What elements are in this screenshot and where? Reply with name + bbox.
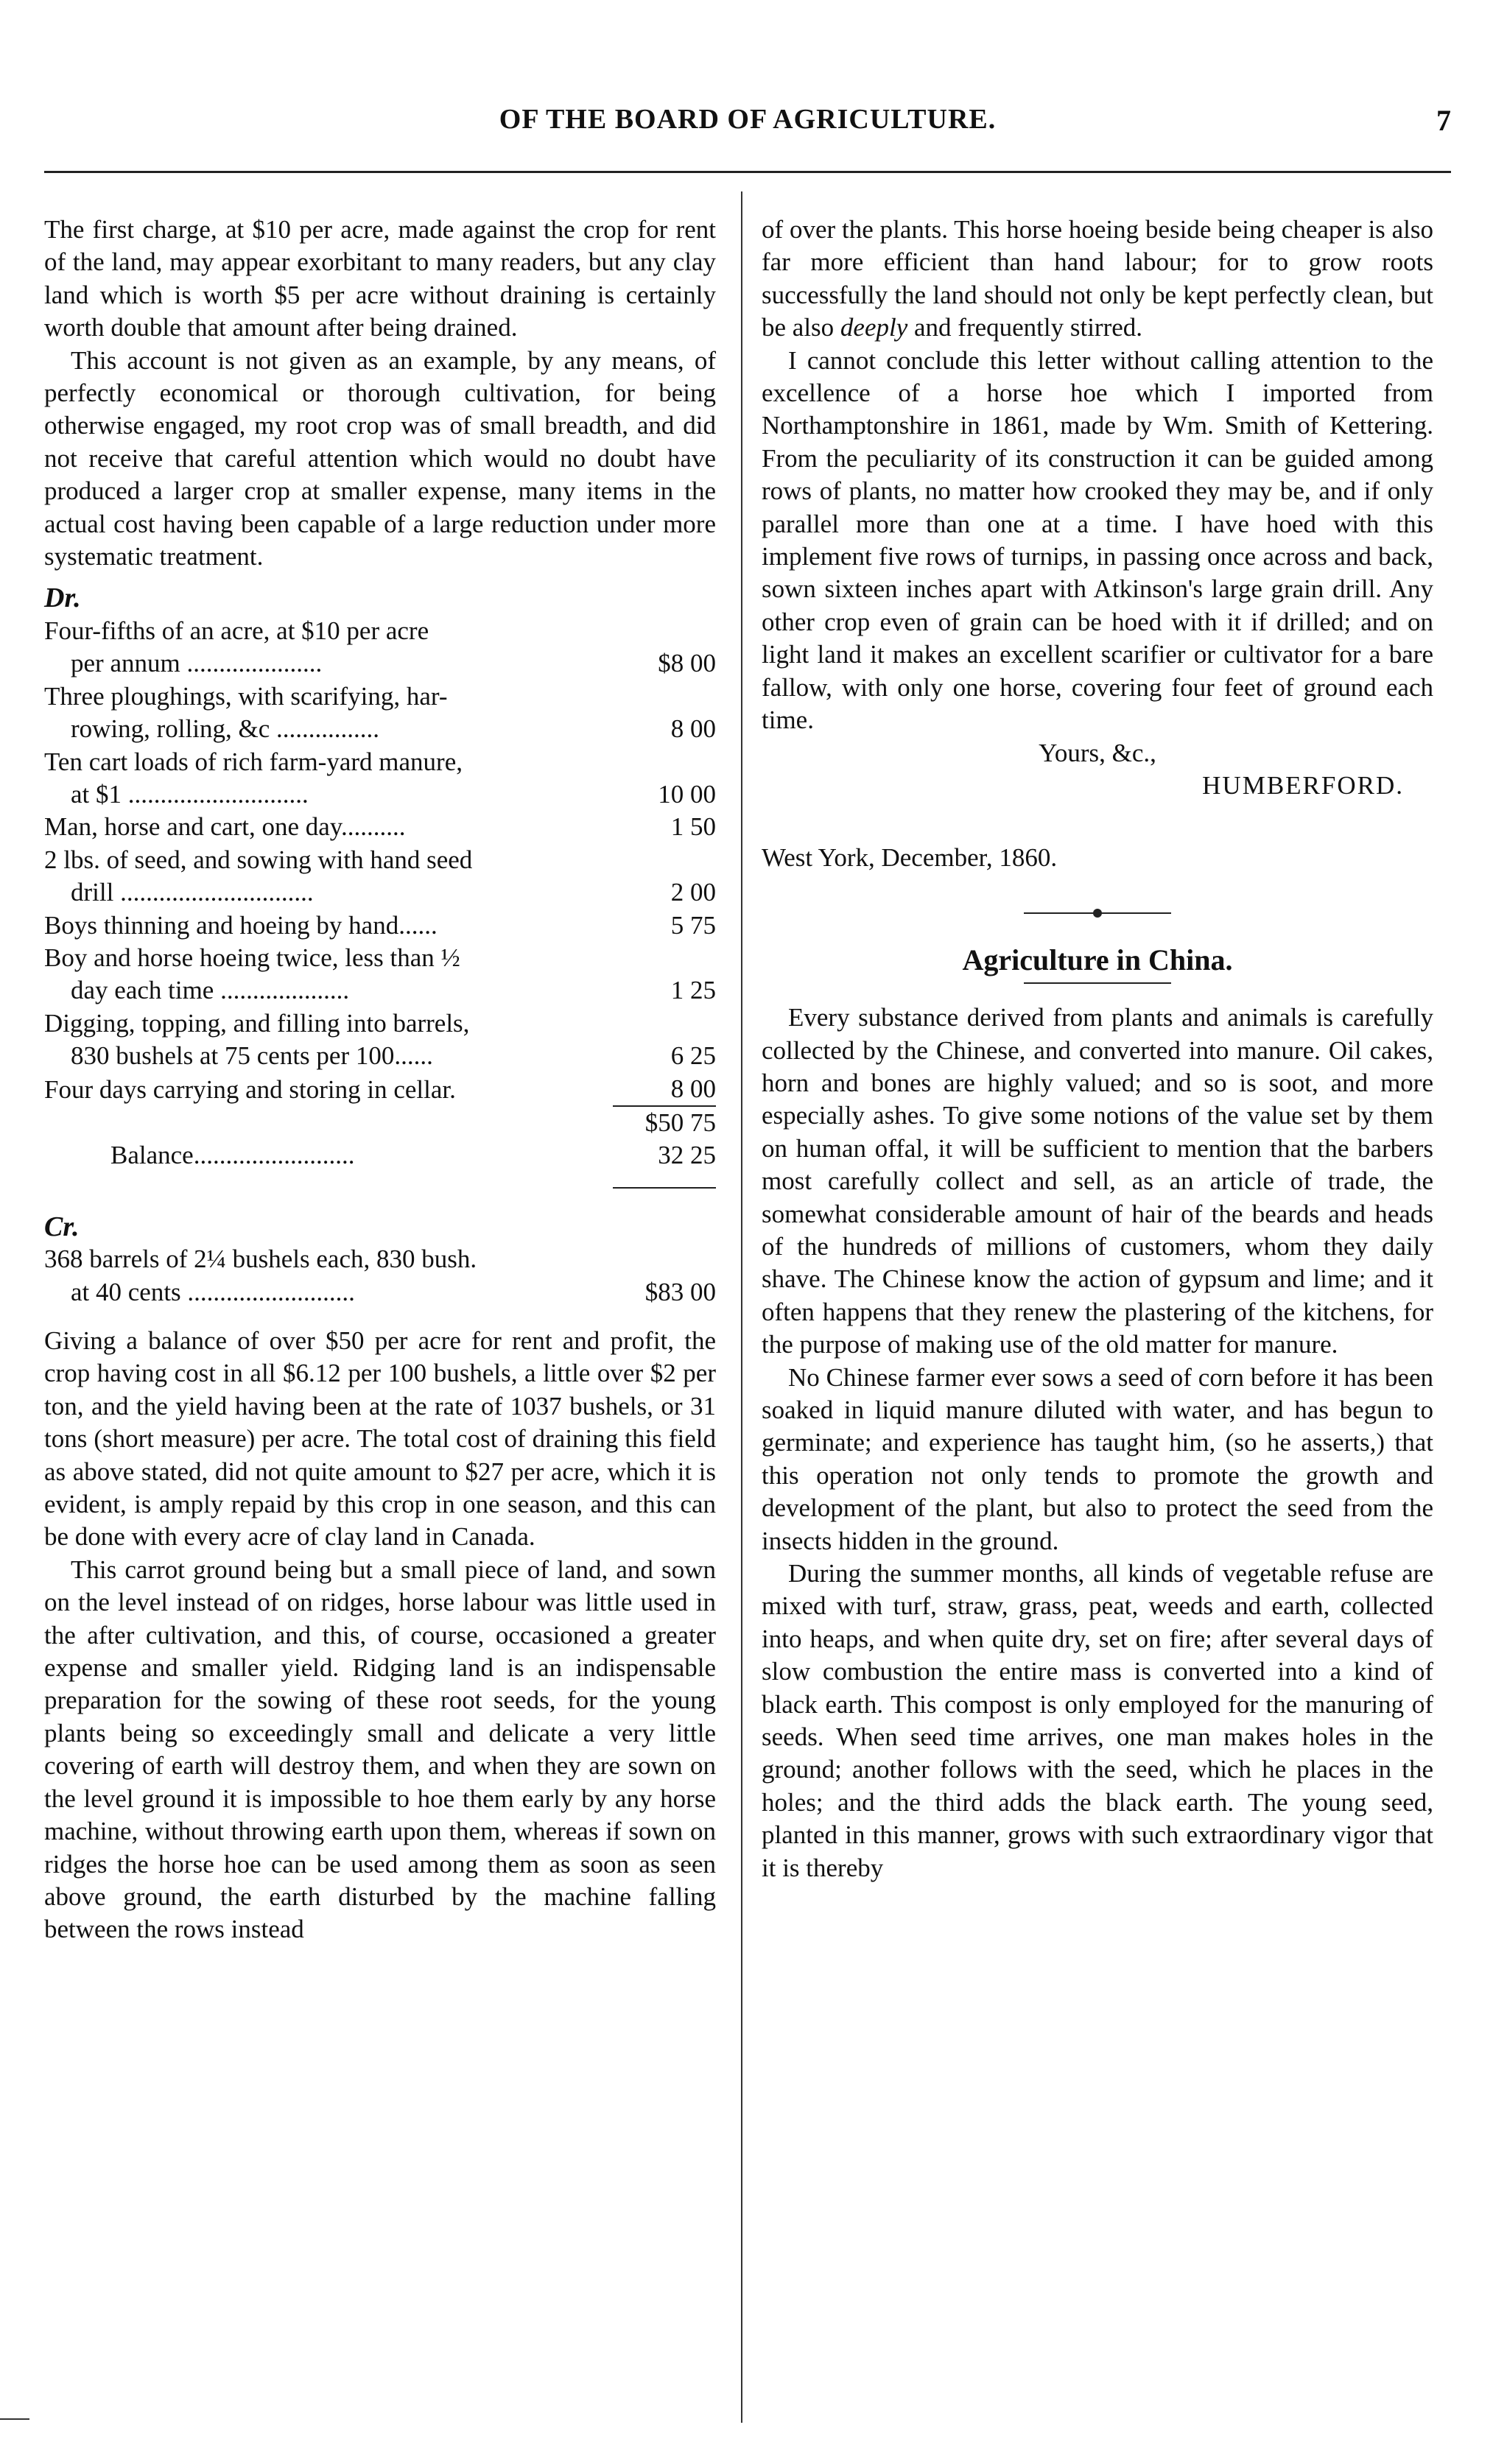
ledger-description — [44, 811, 613, 843]
ledger-line: Four days carrying and storing in cellar. — [44, 1074, 456, 1104]
ledger-rule-row — [44, 1172, 716, 1188]
ledger-description — [44, 1243, 613, 1309]
paragraph-text: of over the plants. This horse hoeing beside being cheaper is also far more efficient than hand labour; for to grow roots successfully the land should not only be kept perfectly clean, but be also — [762, 215, 1433, 342]
ledger-line-cont: rowing, rolling, &c ................ — [71, 714, 379, 744]
ledger-description — [44, 844, 613, 909]
ledger-row — [44, 615, 716, 680]
ledger-amount: 2 00 — [670, 878, 716, 907]
credit-ledger — [44, 1243, 716, 1309]
ledger-line: Four-fifths of an acre, at $10 per acre — [44, 616, 429, 645]
ledger-total: $50 75 — [613, 1106, 716, 1139]
paragraph: During the summer months, all kinds of vegetable refuse are mixed with turf, straw, grass, peat, weeds and earth, collected into heaps, and when quite dry, set on fire; after several days of slow combustion the entire mass is converted into a kind of black earth. This compost is only employed for the manuring of seeds. When seed time arrives, one man makes holes in the ground; another follows with the seed, which he places in the holes; and the third adds the black earth. The young seed, planted in this manner, grows with such extraordinary vigor that it is thereby — [762, 1559, 1433, 1882]
left-column — [44, 214, 716, 1946]
ledger-description — [44, 746, 613, 812]
sign-off: Yours, &c., — [1039, 738, 1156, 767]
ledger-amount: $8 00 — [658, 649, 716, 678]
paragraph: This carrot ground being but a small piece of land, and sown on the level instead of on ridges, horse labour was little used in the after cultivation, and this, of course, occasioned a greater expense and smaller yield. Ridging land is an indispensable preparation for the sowing of these root seeds, for the young plants being so exceedingly small and delicate a very little covering of earth will destroy them, and when they are sown on the level ground it is impossible to hoe them early by any horse machine, without throwing earth upon them, whereas if sown on ridges the horse hoe can be used among them as soon as seen above ground, the earth disturbed by the machine falling between the rows instead — [44, 1555, 716, 1944]
ledger-row — [44, 909, 716, 942]
edge-mark — [0, 2418, 29, 2420]
ledger-row — [44, 811, 716, 843]
ledger-line-cont: day each time .................... — [71, 976, 350, 1005]
ledger-line: Digging, topping, and filling into barrels, — [44, 1008, 470, 1038]
ledger-row — [44, 746, 716, 812]
ledger-line-cont: 830 bushels at 75 cents per 100...... — [71, 1041, 433, 1071]
paragraph: Giving a balance of over $50 per acre for rent and profit, the crop having cost in all $6.12 per 100 bushels, a little over $2 per ton, and the yield having been at the rate of 1037 bushels, or 31 tons (short measure) per acre. The total cost of draining this field as above stated, did not quite amount to $27 per acre, which it is evident, is amply repaid by this crop in one season, and this can be done with every acre of clay land in Canada. — [44, 1326, 716, 1552]
ledger-description — [44, 909, 613, 942]
ledger-row — [44, 844, 716, 909]
right-column — [762, 214, 1433, 1884]
ledger-total-row — [44, 1106, 716, 1139]
title-rule — [1024, 982, 1171, 984]
running-title: OF THE BOARD OF AGRICULTURE. — [499, 104, 997, 135]
ledger-line: 2 lbs. of seed, and sowing with hand seed — [44, 845, 473, 874]
ledger-line: Three ploughings, with scarifying, har- — [44, 681, 448, 711]
paragraph: No Chinese farmer ever sows a seed of corn before it has been soaked in liquid manure diluted with water, and has begun to germinate; and experience has taught him, (so he asserts,) that this operation not only tends to promote the growth and development of the plant, but also to protect the seed from the insects hidden in the ground. — [762, 1362, 1433, 1555]
ledger-amount: 6 25 — [670, 1041, 716, 1071]
ledger-amount: 1 25 — [670, 976, 716, 1005]
section-divider-ornament — [1024, 904, 1171, 922]
header-rule — [44, 171, 1451, 173]
ledger-description — [44, 615, 613, 680]
ledger-amount: 1 50 — [670, 812, 716, 842]
page-number: 7 — [1436, 104, 1451, 137]
paragraph — [762, 214, 1433, 345]
ledger-row — [44, 1243, 716, 1309]
dateline: West York, December, 1860. — [762, 843, 1058, 873]
balance-label: Balance......................... — [110, 1141, 355, 1170]
page-header — [44, 103, 1451, 147]
balance-amount: 32 25 — [658, 1141, 716, 1170]
ledger-amount: 5 75 — [670, 910, 716, 940]
ledger-amount: 8 00 — [670, 714, 716, 744]
ledger-line-cont: at 40 cents .......................... — [71, 1277, 355, 1306]
ledger-line-cont: at $1 ............................ — [71, 779, 309, 809]
ledger-line: Man, horse and cart, one day.......... — [44, 812, 406, 842]
emphasis: deeply — [840, 313, 908, 342]
ledger-line: Boy and horse hoeing twice, less than ½ — [44, 943, 460, 972]
paragraph-text: and frequently stirred. — [914, 313, 1143, 342]
paragraph: The first charge, at $10 per acre, made against the crop for rent of the land, may appear exorbitant to many readers, but any clay land which is worth $5 per acre without draining is certainly worth double that amount after being drained. — [44, 215, 716, 342]
ledger-description — [44, 942, 613, 1007]
ledger-amount: 8 00 — [670, 1074, 716, 1103]
credit-label: Cr. — [44, 1211, 80, 1242]
debit-ledger — [44, 615, 716, 1189]
ledger-description — [44, 680, 613, 746]
ledger-amount: 10 00 — [658, 779, 716, 809]
ledger-row — [44, 942, 716, 1007]
debit-label: Dr. — [44, 582, 81, 614]
paragraph: I cannot conclude this letter without calling attention to the excellence of a horse hoe which I imported from Northamptonshire in 1861, made by Wm. Smith of Kettering. From the peculiarity of its construction it can be guided among rows of plants, no matter how crooked they may be, and if only parallel more than one at a time. I have hoed with this implement five rows of turnips, in passing once across and back, sown sixteen inches apart with Atkinson's large grain drill. Any other crop even of grain can be hoed with it if drilled; and on light land it makes an excellent scarifier or cultivator for a bare fallow, with only one horse, covering four feet of ground each time. — [762, 345, 1433, 735]
ledger-rule — [613, 1172, 716, 1188]
ledger-balance-row — [44, 1139, 716, 1172]
ledger-line: Ten cart loads of rich farm-yard manure, — [44, 747, 463, 776]
column-divider — [741, 191, 742, 2423]
paragraph: Every substance derived from plants and animals is carefully collected by the Chinese, and converted into manure. Oil cakes, horn and bones are highly valued; and so is soot, and more especially ashes. To give some notions of the value set by them on human offal, it will be sufficient to mention that the barbers most carefully collect and sell, as an article of trade, the somewhat considerable amount of hair of the beards and heads of the hundreds of millions of customers, whom they daily shave. The Chinese know the action of gypsum and lime; and it often happens that they renew the plastering of the kitchens, for the purpose of making use of the old matter for manure. — [762, 1003, 1433, 1359]
signature: HUMBERFORD. — [1202, 770, 1404, 800]
ledger-line-cont: drill .............................. — [71, 878, 314, 907]
ledger-line-cont: per annum ..................... — [71, 649, 323, 678]
article-title: Agriculture in China. — [962, 943, 1233, 976]
ledger-spacer — [44, 1172, 613, 1188]
ledger-row — [44, 1007, 716, 1073]
ledger-row — [44, 680, 716, 746]
ledger-amount: $83 00 — [644, 1277, 716, 1306]
ledger-description — [44, 1007, 613, 1073]
ledger-line: Boys thinning and hoeing by hand...... — [44, 910, 438, 940]
ledger-description — [44, 1106, 613, 1139]
ledger-description — [44, 1073, 613, 1106]
ledger-line: 368 barrels of 2¼ bushels each, 830 bush. — [44, 1245, 477, 1274]
paragraph: This account is not given as an example, by any means, of perfectly economical or thorough cultivation, for being otherwise engaged, my root crop was of small breadth, and did not receive that careful attention which would no doubt have produced a larger crop at smaller expense, many items in the actual cost having been capable of a large reduction under more systematic treatment. — [44, 345, 716, 571]
ledger-row — [44, 1073, 716, 1106]
